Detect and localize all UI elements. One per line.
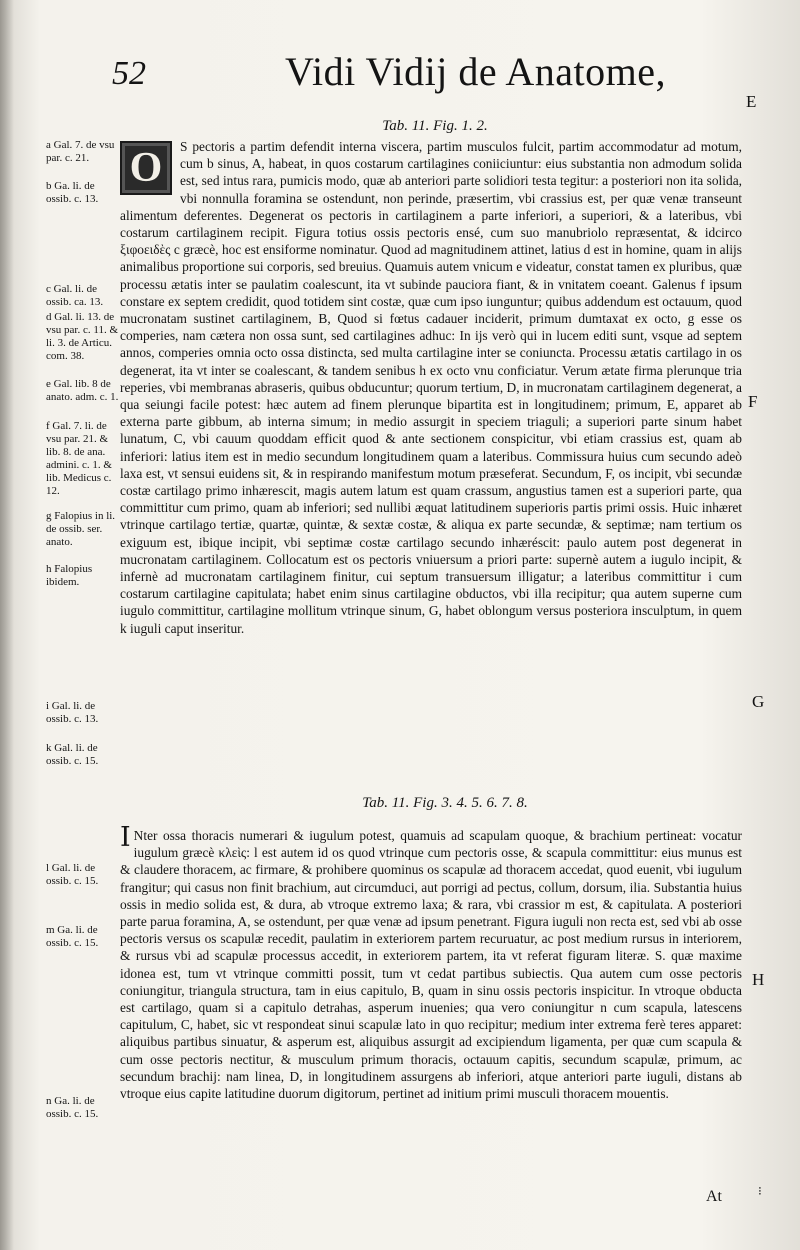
- margin-note-c: c Gal. li. de ossib. ca. 13.: [46, 283, 104, 308]
- catchword: At: [706, 1188, 722, 1205]
- margin-note-l: l Gal. li. de ossib. c. 15.: [46, 862, 99, 887]
- initial-letter: I: [120, 822, 131, 853]
- margin-note-h: h Falopius ibidem.: [46, 563, 93, 588]
- margin-note-b: b Ga. li. de ossib. c. 13.: [46, 180, 99, 205]
- margin-note-g: g Falopius in li. de ossib. ser. anato.: [46, 510, 116, 548]
- paragraph-sternum: S pectoris a partim defendit interna viscera, partim musculos fulcit, partim accommodatur ad motum, cum b sinus, A, habeat, in quos costarum cartilagines coniiciuntur: eius substantia non admodum solida est, sed intus rara, pumicis modo, quæ ab anteriori parte solidiori testa tegitur: a posteriori non ita solida, vbi nonnulla foramina se ostendunt, non perinde, præsertim, vbi crassius est, per quæ venæ transeunt alimentum deferentes. Degenerat os pectoris in cartilaginem a parte inferiori, a superiori, & a lateribus, vbi costarum cartilaginem recipit. Figura totius ossis pectoris ensé, cum suo manubriolo repræsentat, & idcirco ξιφοειδὲς c græcè, hoc est ensiforme nominatur. Quod ad magnitudinem attinet, latius d est in homine, quam in alijs animalibus proportione sui corporis, sed breuius. Quamuis autem vnicum e videatur, constat tamen ex pluribus, quæ processu ætatis inter se paulatim coalescunt, ita vt subinde pauciora fiant, & in vnitatem coeant. Galenus f ipsum constare ex septem credidit, quod totidem sint costæ, quæ cum ipso iunguntur; quibus addendum est octauum, quod mucronatam sustinet cartilaginem, B, Quod si fœtus cadauer inciderit, primum dumtaxat ex octo, g esse os comperies, nam cætera non ossa sunt, sed cartilagines adhuc: In ijs verò qui in lucem editi sunt, vsque ad septem annos, comperies omnia octo ossa distincta, sed multa cartilagine inter se coniuncta. Processu ætatis cartilago in os degenerat, ita vt inter se coalescant, & tandem senibus h ex octo vnu conficiatur. Verum ætate firma plerunque tria reperies, vbi membranas abraseris, quibus obducuntur; quorum tertium, D, in mucronatam cartilaginem degenerat, a qua seiungi facile potest: hæc autem ad finem plerunque bipartita est in longitudinem; primum, E, apparet ab externa parte gibbum, ab interna simum; in medio assurgit in speciem triaguli; a superiori parte sinum habet lunatum, C, vbi cauum quoddam efficit quod & ante sectionem conspicitur, vbi etiam crassius est, quam ab inferiori: latius item est in medio secundum longitudinem quam a lateribus. Commissura huius cum secundo adeò laxa est, vt sensui euidens sit, & in respirando manifestum motum præseferat. Secundum, F, os incipit, vbi secundæ costæ cartilago primo inhærescit, magis autem latum est quam crassum, angustius tamen est a superiori parte, qua committitur cum primo, quam ab inferiori; sed nullibi æquat latitudinem superioris partis primi ossis. Huic inhæret vtrinque cartilago tertiæ, quartæ, quintæ, & sextæ costæ, & aliqua ex parte secundæ, & septimæ; nam tertium os exiguum est, ibique incipit, vbi septimæ costæ cartilago secundo inhæréscit: paulo autem post degenerat in mucronatam cartilaginem. Collocatum est os pectoris vniuersum a priori parte: supernè autem a iugulo incipit, & infernè ad mucronatam cartilaginem finitur, cui septum transuersum illigatur; a lateribus committitur i cum costarum cartilagine capitulata; habet enim sinus cartilagine obductos, vbi illa recipitur; qua autem superne cum iugulo committitur, cartilagine mollitum vtrinque sinum, G, habet oblongum versus posteriora insculptum, in quem k iuguli caput inseritur.: [120, 139, 742, 636]
- signature-h: H: [752, 970, 765, 989]
- decorated-initial: O: [120, 141, 172, 195]
- paragraph-clavicle: Nter ossa thoracis numerari & iugulum potest, quamuis ad scapulam quoque, & brachium pertineat: vocatur iugulum græcè κλεὶς: l est autem id os quod vtrinque cum pectoris osse, & scapula committitur: eius munus est & claudere thoracem, ac firmare, & prohibere quominus os scapulæ ad thoracem accedat, quod euenit, vbi iugulum frangitur; qui casus non finit brachium, aut circumduci, aut porrigi ad pectus, collum, dorsum, ilia. Substantia huius ossis in medio solida est, & dura, ab vtroque extremo laxa; & rara, vbi crassior m est, & capitulata. A posteriori parte parua foramina, A, se ostendunt, per quæ venæ ad ipsum penetrant. Figura iuguli non recta est, sed vbi ab osse pectoris versus os scapulæ recedit, paulatim in exteriorem partem recuruatur, ac post medium rursus in interiorem, & rursus vbi ad scapulæ processus accedit, in exteriorem partem, ita vt referat figuram literæ. S. quæ maxime idonea est, tum vt vtrinque committi possit, tum vt cedat partibus subiectis. Qua autem cum osse pectoris coniungitur, triangula structura, tam in eius capitulo, B, quam in sinu ossis pectoris inspicitur. In vtroque obducta est cartilago, quam si a capitulo detrahas, asperum inuenies; qua vero coniungitur n cum scapula, latescens capitulum, C, habet, sic vt respondeat sinui scapulæ lato in quo recipitur; medium inter extrema ferè teres apparet: aliquibus partibus sinuatur, & asperum est, aliquibus assurgit ad excipiendum ligamenta, per quæ cum scapula & cum osse pectoris nectitur, & musculum primum thoracis, octauum capitis, secundum scapulæ, primum, ac secundum brachij: nam linea, D, in longitudinem assurgens ab inferiori, atque anteriori parte iuguli, distans ab vtroque eius capite latitudine duorum digitorum, pertinet ad initium primi musculi thoracem mouentis.: [120, 828, 742, 1102]
- margin-note-d: d Gal. li. 13. de vsu par. c. 11. & li. 3. de Articu. com. 38.: [46, 311, 118, 362]
- signature-e: E: [746, 92, 757, 111]
- figure-caption-1: Tab. 11. Fig. 1. 2.: [382, 118, 488, 134]
- running-head: Vidi Vidij de Anatome,: [285, 49, 666, 94]
- margin-note-k: k Gal. li. de ossib. c. 15.: [46, 742, 99, 767]
- margin-note-a: a Gal. 7. de vsu par. c. 21.: [46, 139, 115, 164]
- margin-note-e: e Gal. lib. 8 de anato. adm. c. 1.: [46, 378, 119, 403]
- signature-f: F: [748, 392, 758, 411]
- figure-caption-2: Tab. 11. Fig. 3. 4. 5. 6. 7. 8.: [362, 795, 528, 811]
- margin-note-i: i Gal. li. de ossib. c. 13.: [46, 700, 99, 725]
- margin-note-m: m Ga. li. de ossib. c. 15.: [46, 924, 99, 949]
- body-text-sternum: [120, 138, 742, 637]
- margin-note-f: f Gal. 7. li. de vsu par. 21. & lib. 8. de ana. admini. c. 1. & lib. Medicus c. 12.: [46, 420, 112, 497]
- gutter-shadow: [0, 0, 14, 1250]
- body-text-clavicle: [120, 822, 742, 1102]
- signature-g: G: [752, 692, 765, 711]
- margin-note-n: n Ga. li. de ossib. c. 15.: [46, 1095, 99, 1120]
- end-mark-icon: ⁝: [758, 1184, 762, 1198]
- page-number: 52: [112, 55, 146, 92]
